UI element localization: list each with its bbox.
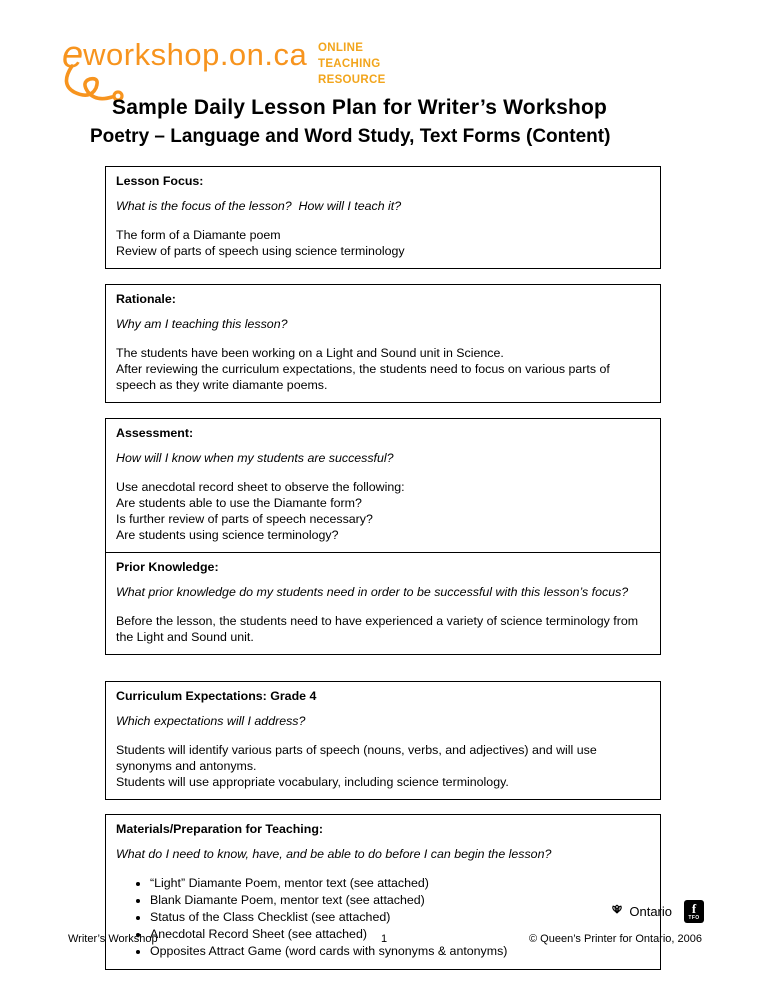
section-heading: Lesson Focus:: [116, 174, 204, 188]
list-item: • Opposites Attract Game (word cards with synonyms & antonyms): [150, 943, 650, 959]
tfo-f-glyph: f: [691, 901, 697, 916]
lesson-plan-content: [105, 166, 661, 985]
body-text: The students have been working on a Light and Sound unit in Science.: [116, 346, 504, 360]
tfo-label: TFO: [688, 915, 700, 921]
body-text: The form of a Diamante poem: [116, 228, 281, 242]
body-text: Is further review of parts of speech necessary?: [116, 512, 373, 526]
body-text: Are students able to use the Diamante form?: [116, 496, 362, 510]
list-item: • “Light” Diamante Poem, mentor text (see attached): [150, 875, 650, 891]
section-prompt: Why am I teaching this lesson?: [116, 317, 288, 331]
section-materials-preparation: [105, 814, 661, 970]
section-curriculum-expectations: [105, 681, 661, 800]
section-prompt: Which expectations will I address?: [116, 714, 306, 728]
section-heading: Curriculum Expectations: Grade 4: [116, 689, 317, 703]
body-text: After reviewing the curriculum expectations, the students need to focus on various parts of speech as they write diamante poems.: [116, 362, 610, 392]
materials-list: [116, 875, 650, 959]
copyright-notice: © Queen’s Printer for Ontario, 2006: [529, 933, 702, 945]
page-number: 1: [380, 933, 388, 945]
body-text: Before the lesson, the students need to have experienced a variety of science terminology from the Light and Sound unit.: [116, 614, 639, 644]
section-prompt: What do I need to know, have, and be able to do before I can begin the lesson?: [116, 847, 552, 861]
logo-text: workshop.on.ca: [83, 37, 308, 72]
section-lesson-focus: [105, 166, 661, 269]
section-prompt: What prior knowledge do my students need in order to be successful with this lesson’s focus?: [116, 585, 629, 599]
section-heading: Prior Knowledge:: [116, 560, 219, 574]
body-text: Use anecdotal record sheet to observe the following:: [116, 480, 405, 494]
page-title: Sample Daily Lesson Plan for Writer’s Workshop: [112, 96, 608, 119]
logo-e-glyph: e: [62, 34, 84, 76]
tagline: [318, 40, 386, 88]
section-assessment: [105, 418, 661, 553]
list-item: • Status of the Class Checklist (see attached): [150, 909, 650, 925]
trillium-icon: [609, 904, 625, 920]
section-prompt: What is the focus of the lesson? How will I teach it?: [116, 199, 402, 213]
footer-document-name: Writer’s Workshop: [68, 933, 158, 945]
page-subtitle: Poetry – Language and Word Study, Text Forms (Content): [90, 126, 611, 147]
section-heading: Rationale:: [116, 292, 176, 306]
list-item: • Blank Diamante Poem, mentor text (see attached): [150, 892, 650, 908]
ontario-label: Ontario: [629, 904, 672, 919]
body-text: Students will identify various parts of speech (nouns, verbs, and adjectives) and will use synonyms and antonyms.: [116, 743, 597, 773]
footer-logos: [609, 900, 704, 923]
tagline-line: ONLINE: [318, 42, 364, 54]
body-text: Are students using science terminology?: [116, 528, 339, 542]
section-rationale: [105, 284, 661, 403]
section-prior-knowledge: [105, 552, 661, 655]
body-text: Students will use appropriate vocabulary, including science terminology.: [116, 775, 509, 789]
tagline-line: TEACHING: [318, 58, 381, 70]
section-heading: Assessment:: [116, 426, 194, 440]
section-prompt: How will I know when my students are successful?: [116, 451, 394, 465]
list-item: • Anecdotal Record Sheet (see attached): [150, 926, 650, 942]
section-heading: Materials/Preparation for Teaching:: [116, 822, 324, 836]
tfo-logo: [684, 900, 704, 923]
body-text: Review of parts of speech using science terminology: [116, 244, 405, 258]
tagline-line: RESOURCE: [318, 74, 386, 86]
ontario-logo: [609, 904, 672, 920]
